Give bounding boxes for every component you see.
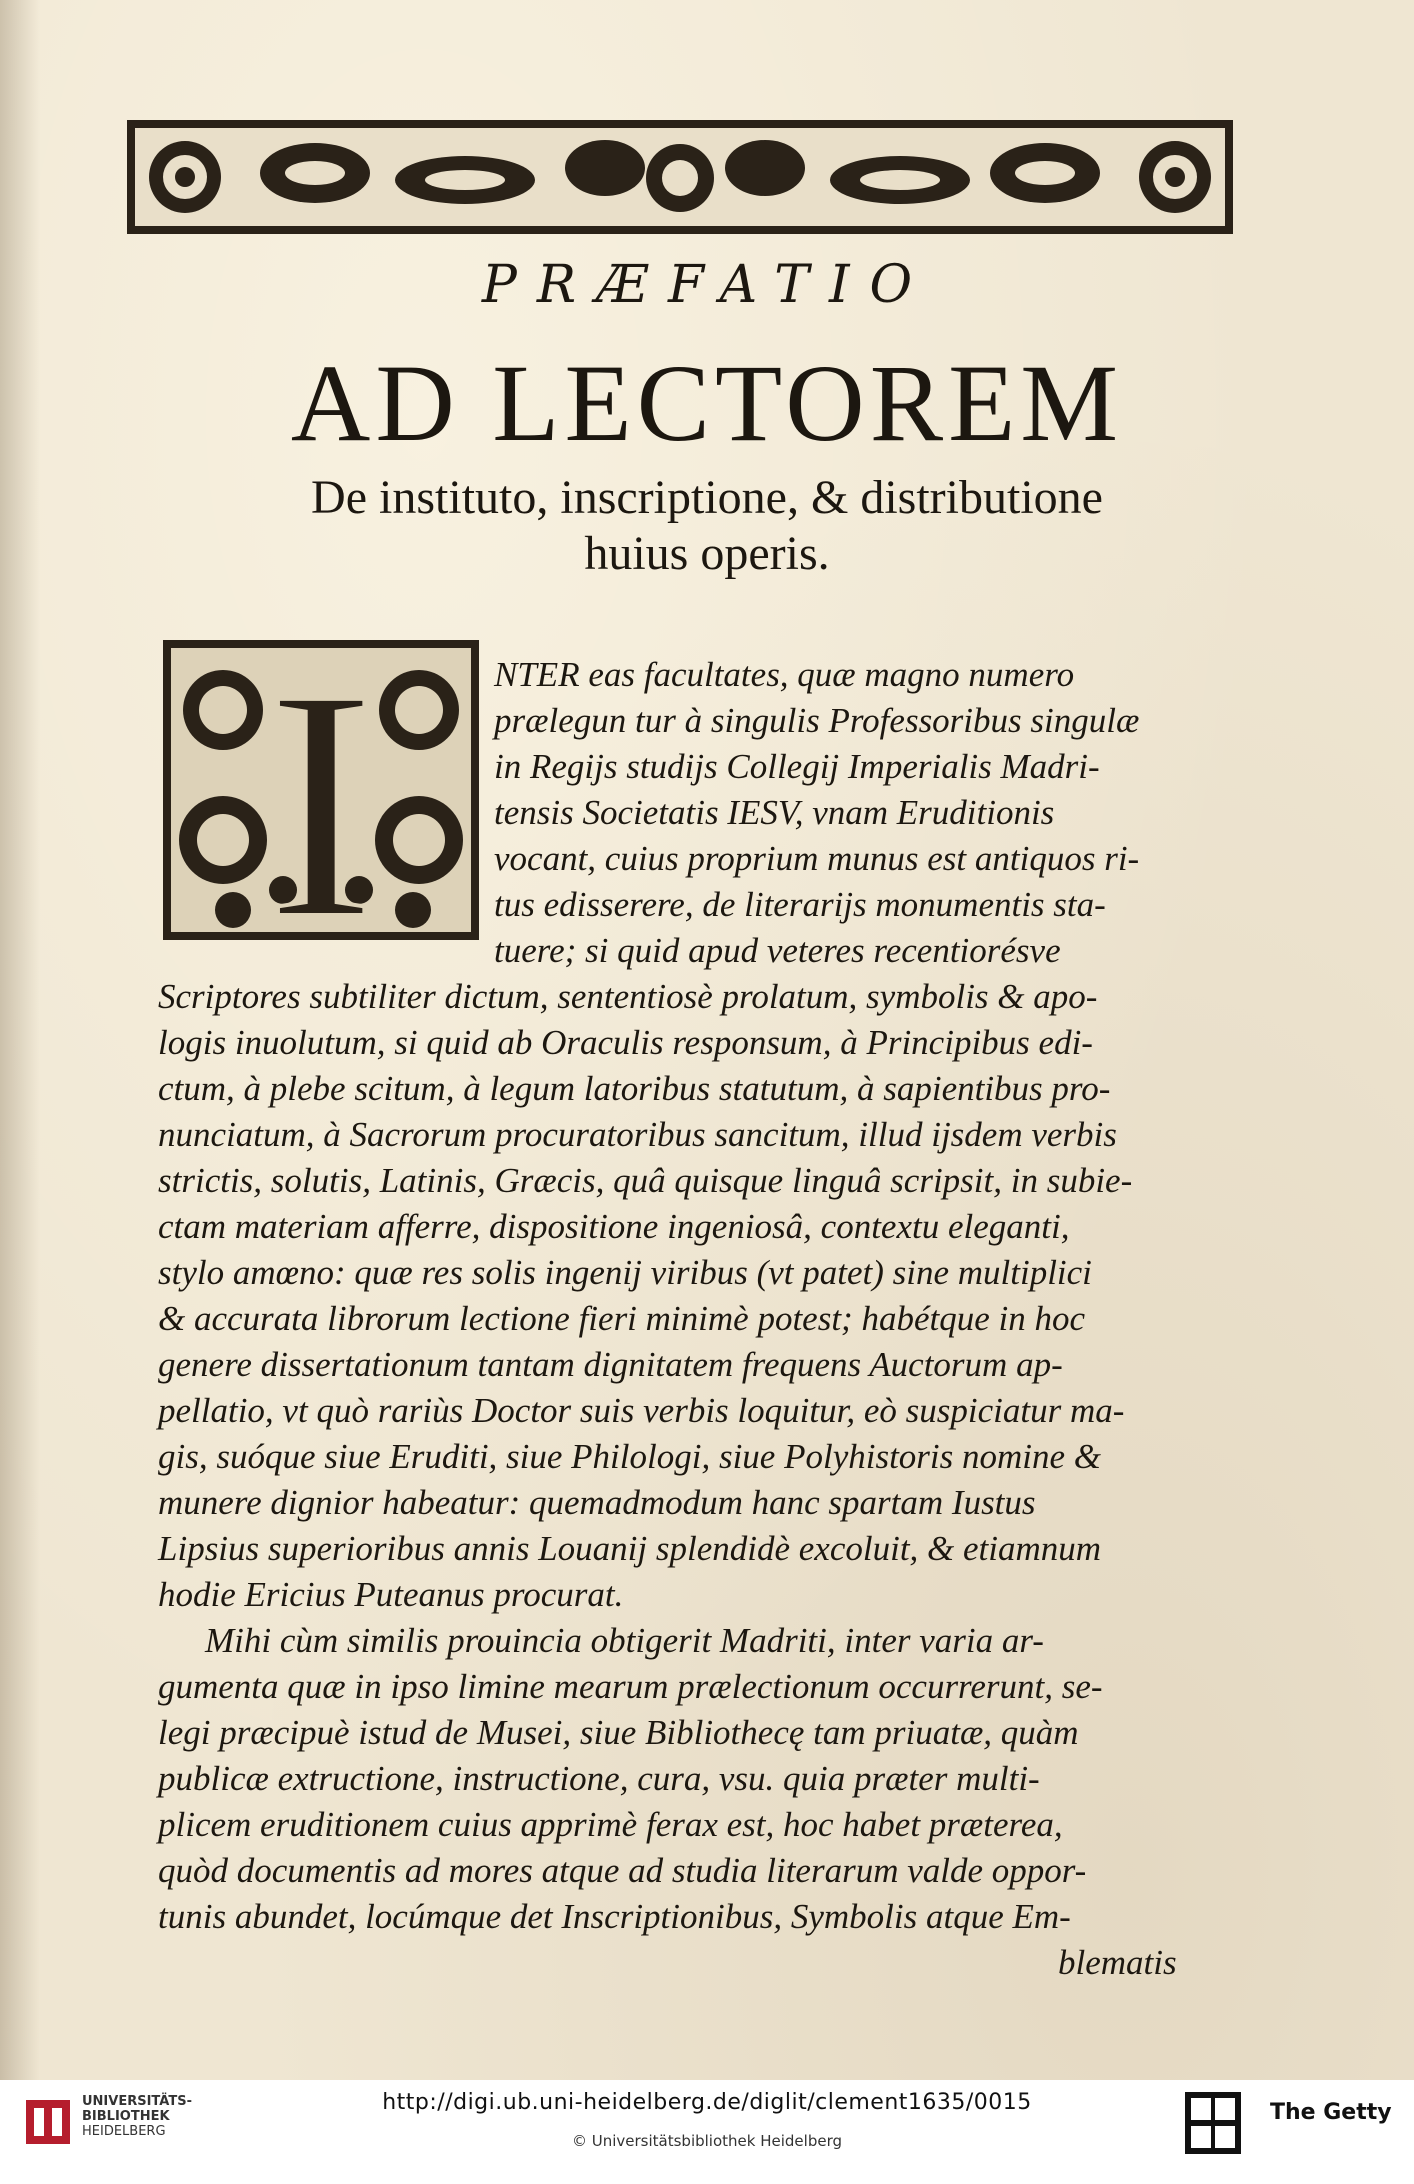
- text-line-5: vocant, cuius proprium munus est antiquos ri-: [494, 839, 1140, 878]
- text-line-12: strictis, solutis, Latinis, Græcis, quâ quisque linguâ scripsit, in subie-: [158, 1161, 1133, 1200]
- text-line-18: gis, suóque siue Eruditi, siue Philologi, siue Polyhistoris nomine &: [158, 1437, 1102, 1476]
- text-line-21: hodie Ericius Puteanus procurat.: [158, 1575, 624, 1614]
- text-line-22: Mihi cùm similis prouincia obtigerit Madriti, inter varia ar-: [205, 1621, 1044, 1660]
- library-name-line-2: BIBLIOTHEK: [82, 2109, 170, 2124]
- library-name-line-3: HEIDELBERG: [82, 2124, 166, 2139]
- text-line-20: Lipsius superioribus annis Louanij splendidè excoluit, & etiamnum: [158, 1529, 1102, 1568]
- subheading: [0, 470, 1414, 582]
- text-line-25: publicæ extructione, instructione, cura, vsu. quia præter multi-: [158, 1759, 1040, 1798]
- text-line-6: tus edisserere, de literarijs monumentis sta-: [494, 885, 1106, 924]
- permalink-url[interactable]: http://digi.ub.uni-heidelberg.de/diglit/clement1635/0015: [382, 2090, 1032, 2115]
- text-line-2: prælegun tur à singulis Professoribus singulæ: [494, 701, 1140, 740]
- text-line-28: tunis abundet, locúmque det Inscriptionibus, Symbolis atque Em-: [158, 1897, 1071, 1936]
- text-line-11: nunciatum, à Sacrorum procuratoribus sancitum, illud ijsdem verbis: [158, 1115, 1117, 1154]
- drop-cap-letter: I: [266, 640, 376, 940]
- decorated-initial: [163, 640, 479, 940]
- text-line-27: quòd documentis ad mores atque ad studia literarum valde oppor-: [158, 1851, 1087, 1890]
- text-line-19: munere dignior habeatur: quemadmodum hanc spartam Iustus: [158, 1483, 1036, 1522]
- text-line-15: & accurata librorum lectione fieri minimè potest; habétque in hoc: [158, 1299, 1086, 1338]
- text-line-13: ctam materiam afferre, dispositione ingeniosâ, contextu eleganti,: [158, 1207, 1070, 1246]
- catchword: blematis: [1058, 1943, 1177, 1982]
- text-line-4: tensis Societatis IESV, vnam Eruditionis: [494, 793, 1055, 832]
- text-line-14: stylo amœno: quæ res solis ingenij viribus (vt patet) sine multiplici: [158, 1253, 1092, 1292]
- text-line-1: NTER eas facultates, quæ magno numero: [494, 655, 1075, 694]
- library-name-line-1: UNIVERSITÄTS-: [82, 2094, 192, 2109]
- viewer-footer: [0, 2080, 1414, 2184]
- text-line-7: tuere; si quid apud veteres recentiorésve: [494, 931, 1061, 970]
- ornamental-headpiece: [125, 118, 1235, 236]
- text-line-16: genere dissertationum tantam dignitatem frequens Auctorum ap-: [158, 1345, 1063, 1384]
- text-line-23: gumenta quæ in ipso limine mearum prælectionum occurrerunt, se-: [158, 1667, 1103, 1706]
- copyright-notice: © Universitätsbibliothek Heidelberg: [571, 2132, 842, 2150]
- getty-label: The Getty: [1270, 2100, 1392, 2125]
- heading-praefatio: PRÆFATIO: [481, 255, 933, 315]
- getty-logo-icon: [1185, 2092, 1241, 2154]
- text-line-9: logis inuolutum, si quid ab Oraculis responsum, à Principibus edi-: [158, 1023, 1093, 1062]
- text-line-26: plicem eruditionem cuius apprimè ferax est, hoc habet præterea,: [158, 1805, 1063, 1844]
- text-line-8: Scriptores subtiliter dictum, sententiosè prolatum, symbolis & apo-: [158, 977, 1098, 1016]
- text-line-24: legi præcipuè istud de Musei, siue Bibliothecę tam priuatæ, quàm: [158, 1713, 1079, 1752]
- text-line-3: in Regijs studijs Collegij Imperialis Madri-: [494, 747, 1100, 786]
- text-line-17: pellatio, vt quò rariùs Doctor suis verbis loquitur, eò suspiciatur ma-: [158, 1391, 1125, 1430]
- heading-ad-lectorem: AD LECTOREM: [290, 342, 1124, 464]
- text-line-10: ctum, à plebe scitum, à legum latoribus statutum, à sapientibus pro-: [158, 1069, 1111, 1108]
- subheading-line-1: De instituto, inscriptione, & distributione: [311, 471, 1103, 524]
- subheading-line-2: huius operis.: [584, 527, 830, 580]
